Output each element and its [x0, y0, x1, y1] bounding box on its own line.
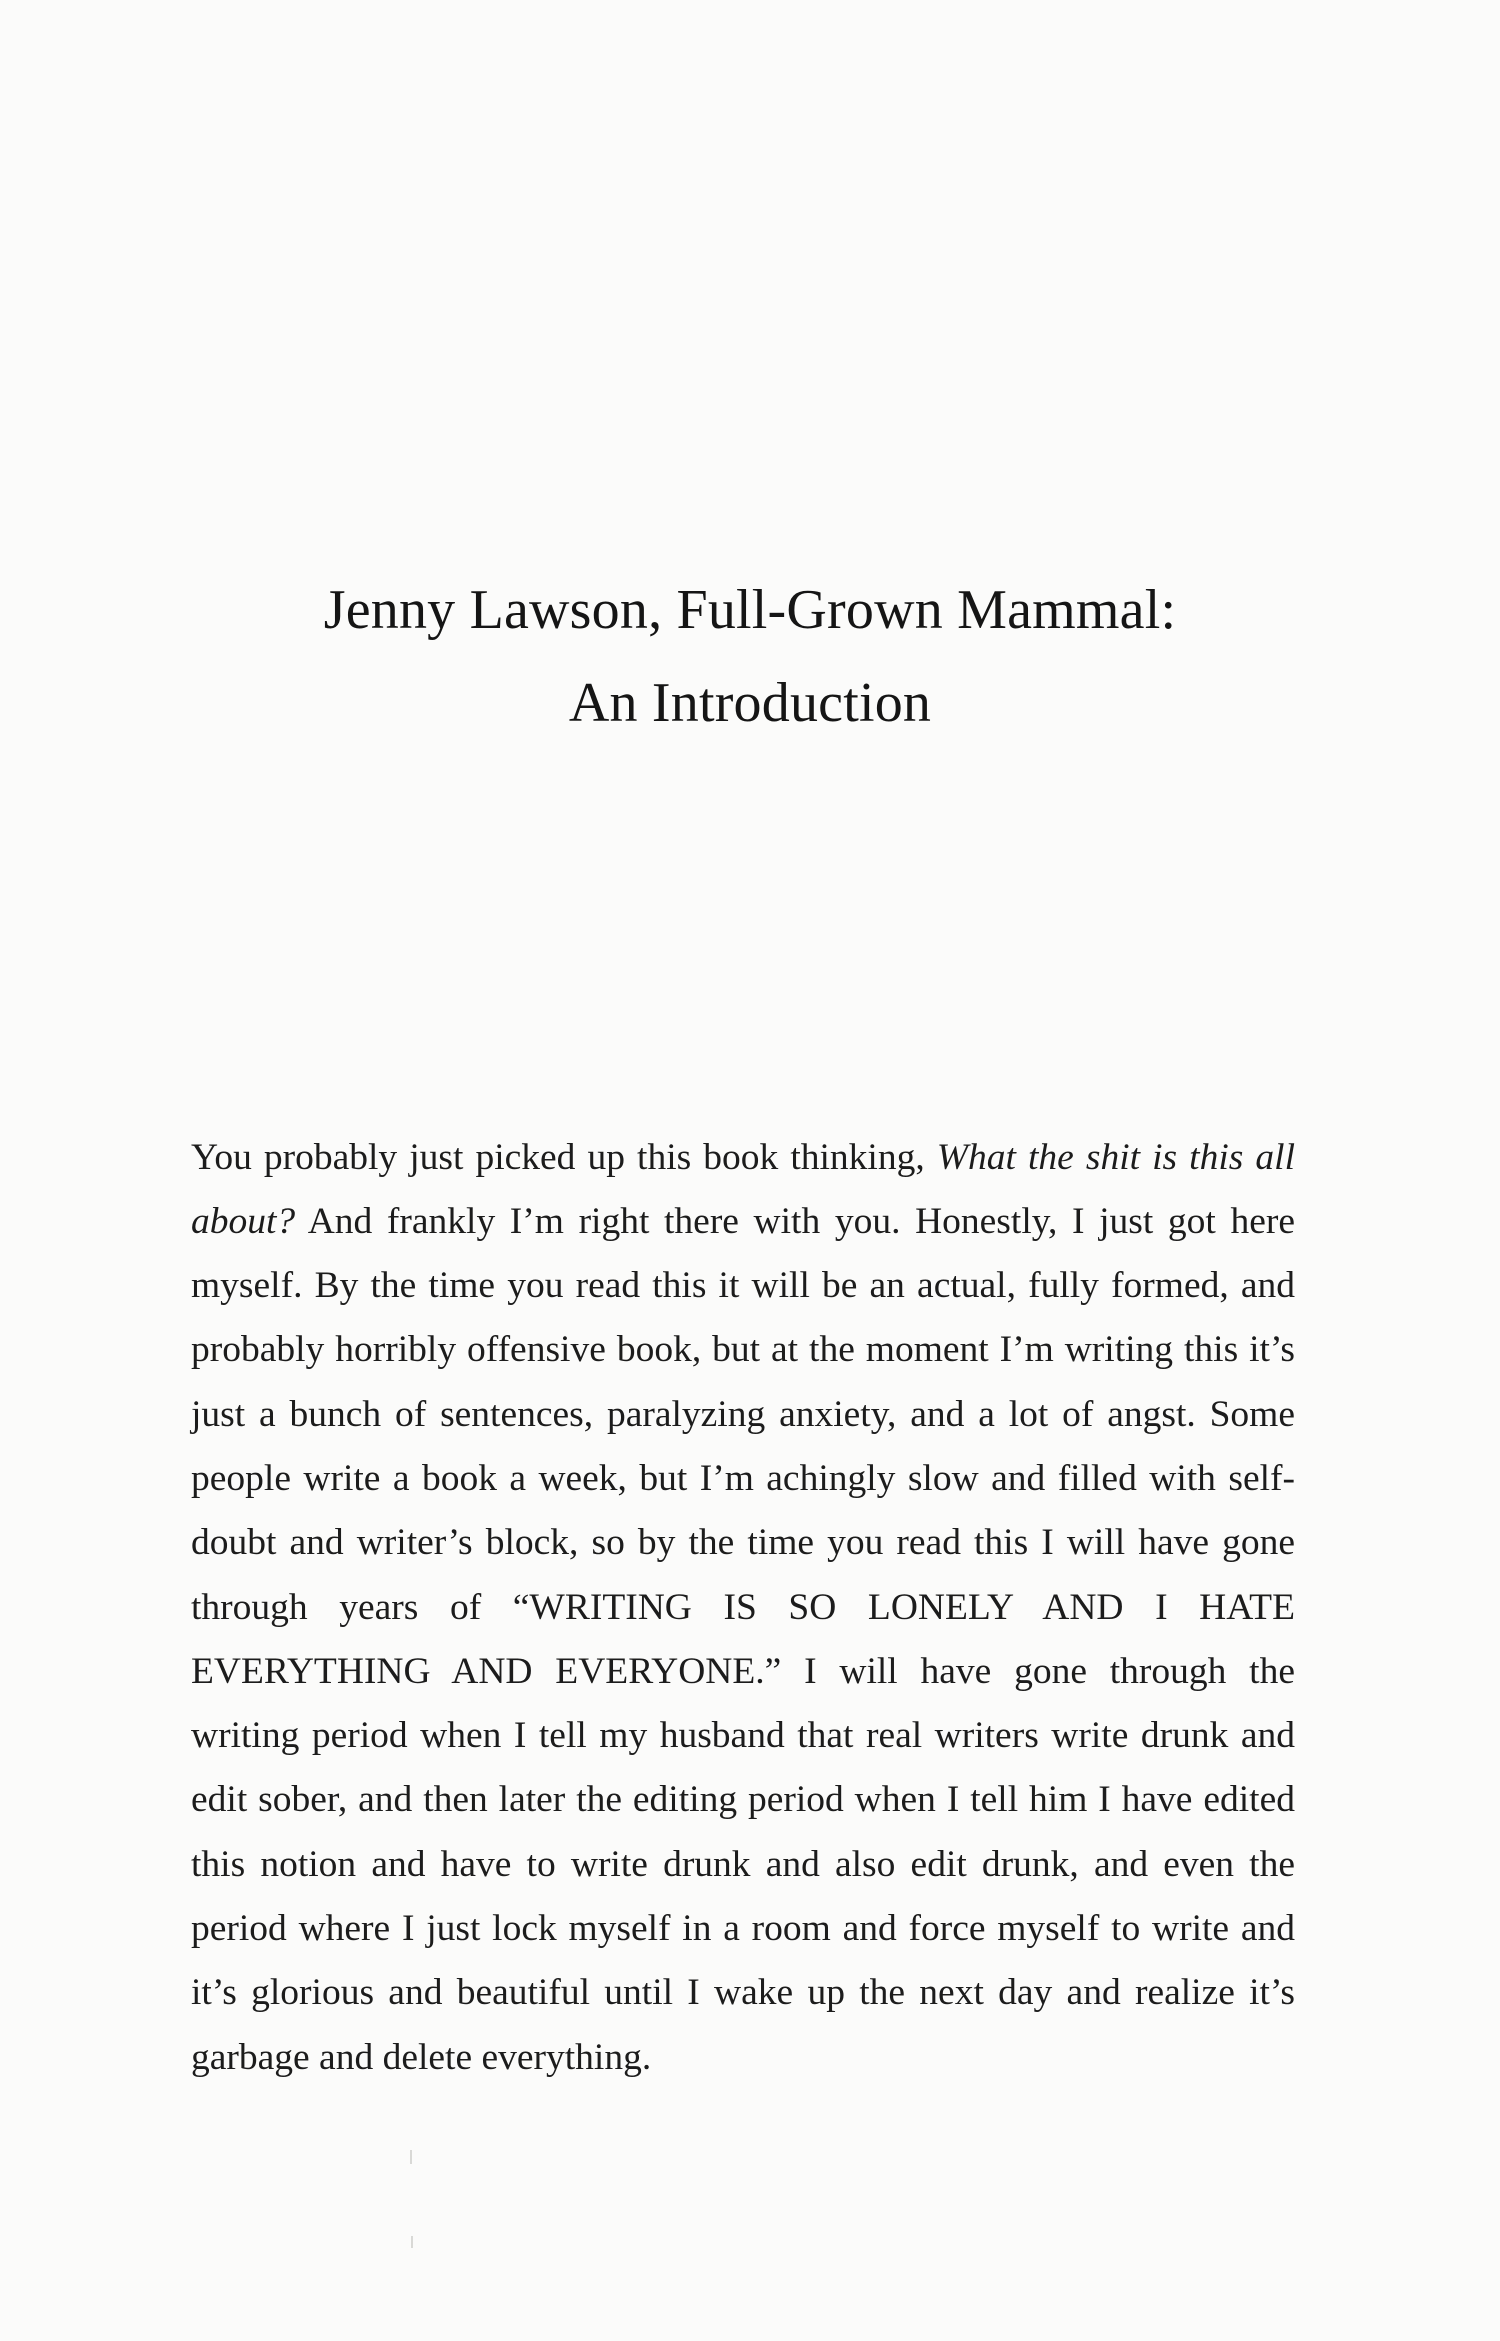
scan-speck — [410, 2150, 412, 2164]
body-paragraph — [191, 1126, 1295, 2090]
body-italic-phrase: What the shit is this all about? — [191, 1136, 1295, 1242]
scan-speck — [411, 2236, 413, 2248]
body-paragraph-rest: And frankly I’m right there with you. Honestly, I just got here myself. By the time you read this it will be an actual, fully formed, and probably horribly offensive book, but at the moment I’m writing this it’s just a bunch of sentences, paralyzing anxiety, and a lot of angst. Some people write a book a week, but I’m achingly slow and filled with self-doubt and writer’s block, so by the time you read this I will have gone through years of “WRITING IS SO LONELY AND I HATE EVERYTHING AND EVERYONE.” I will have gone through the writing period when I tell my husband that real writers write drunk and edit sober, and then later the editing period when I tell him I have edited this notion and have to write drunk and also edit drunk, and even the period where I just lock myself in a room and force myself to write and it’s glorious and beautiful until I wake up the next day and realize it’s garbage and delete everything. — [191, 1200, 1295, 2078]
body-lead-in: You probably just picked up this book thinking, — [191, 1136, 937, 1178]
chapter-title-line-1: Jenny Lawson, Full-Grown Mammal: — [323, 579, 1177, 641]
chapter-title-line-2: An Introduction — [568, 672, 932, 734]
